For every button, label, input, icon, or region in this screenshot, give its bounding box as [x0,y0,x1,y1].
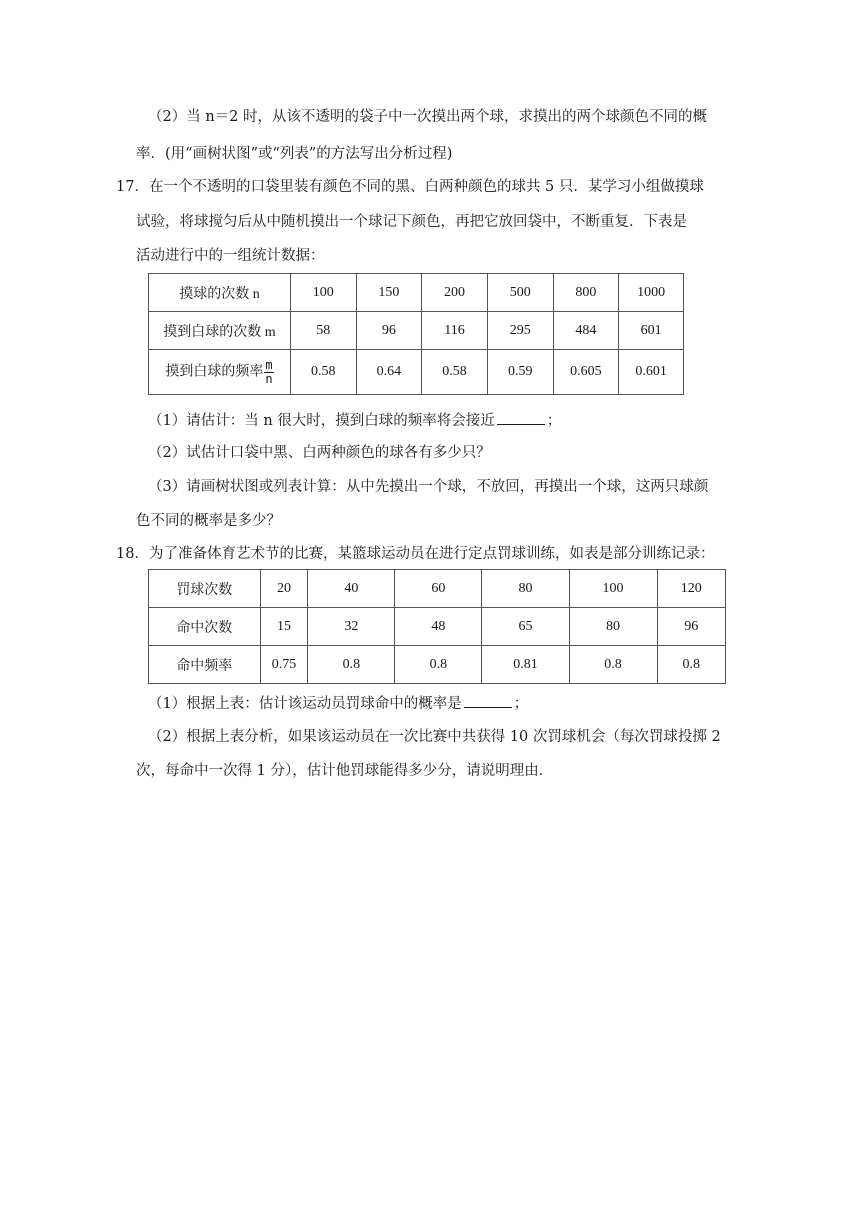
q16-part2-line1: （2）当 n＝2 时，从该不透明的袋子中一次摸出两个球，求摸出的两个球颜色不同的概 [148,109,708,125]
q16-part2-line2: 率．(用“画树状图”或“列表”的方法写出分析过程) [136,146,453,162]
table-cell: 40 [308,570,395,608]
table-cell: 601 [619,312,684,350]
q17-part3-line1: （3）请画树状图或列表计算：从中先摸出一个球，不放回，再摸出一个球，这两只球颜 [148,479,709,495]
table-row [149,608,726,646]
q18-part2-line2: 次，每命中一次得 1 分），估计他罚球能得多少分，请说明理由． [136,763,554,779]
q17-table [148,273,684,395]
fraction-numerator: m [265,357,273,372]
table-cell: 0.8 [569,646,657,684]
table-row [149,274,684,312]
table-cell: 96 [356,312,422,350]
q17-part1-end: ； [546,413,562,429]
table-cell: 120 [657,570,725,608]
q17-part1-text: （1）请估计：当 n 很大时，摸到白球的频率将会接近 [148,413,495,429]
table-cell: 0.64 [356,350,422,395]
table-cell: 15 [260,608,308,646]
table-cell: 100 [290,274,356,312]
table-cell: 500 [487,274,553,312]
table-cell: 0.58 [422,350,488,395]
table-cell: 0.58 [290,350,356,395]
table-cell: 20 [260,570,308,608]
table-cell: 0.601 [619,350,684,395]
table-cell: 116 [422,312,488,350]
q17-stem-line2: 试验，将球搅匀后从中随机摸出一个球记下颜色，再把它放回袋中，不断重复．下表是 [136,214,687,230]
table-cell: 200 [422,274,488,312]
q17-stem-line3: 活动进行中的一组统计数据： [136,248,325,264]
fraction-denominator: n [265,371,273,386]
table-row-label: 摸球的次数 n [149,274,291,312]
table-row-label: 命中次数 [149,608,261,646]
table-cell: 150 [356,274,422,312]
answer-blank[interactable] [464,693,512,708]
fraction-m-over-n [264,359,273,386]
table-row-label [149,350,291,395]
table-cell: 484 [553,312,619,350]
q17-part2: （2）试估计口袋中黑、白两种颜色的球各有多少只？ [148,445,491,461]
q18-part2-line1: （2）根据上表分析，如果该运动员在一次比赛中共获得 10 次罚球机会（每次罚球投掷 2 [148,729,721,745]
table-cell: 1000 [619,274,684,312]
table-cell: 80 [482,570,569,608]
table-cell: 0.81 [482,646,569,684]
table-cell: 0.8 [395,646,482,684]
table-cell: 0.59 [487,350,553,395]
table-cell: 96 [657,608,725,646]
q18-stem-line1: 18．为了准备体育艺术节的比赛，某篮球运动员在进行定点罚球训练，如表是部分训练记录： [116,546,715,562]
table-row [149,570,726,608]
table-cell: 80 [569,608,657,646]
q17-stem-line1: 17．在一个不透明的口袋里装有颜色不同的黑、白两种颜色的球共 5 只．某学习小组做摸球 [116,179,704,195]
q17-part1 [148,410,561,431]
table-cell: 0.8 [657,646,725,684]
q18-part1-text: （1）根据上表：估计该运动员罚球命中的概率是 [148,696,462,712]
table-row [149,312,684,350]
table-cell: 65 [482,608,569,646]
table-cell: 32 [308,608,395,646]
table-row [149,350,684,395]
table-cell: 0.605 [553,350,619,395]
q17-part3-line2: 色不同的概率是多少？ [136,513,281,529]
table-cell: 295 [487,312,553,350]
table-cell: 100 [569,570,657,608]
table-cell: 0.75 [260,646,308,684]
table-row-label: 命中频率 [149,646,261,684]
table-row [149,646,726,684]
table-cell: 60 [395,570,482,608]
table-cell: 800 [553,274,619,312]
q18-table [148,569,726,684]
answer-blank[interactable] [497,410,545,425]
frequency-label: 摸到白球的频率 [165,364,264,380]
table-row-label: 罚球次数 [149,570,261,608]
table-cell: 58 [290,312,356,350]
table-cell: 48 [395,608,482,646]
table-row-label: 摸到白球的次数 m [149,312,291,350]
q18-part1-end: ； [513,696,529,712]
table-cell: 0.8 [308,646,395,684]
q18-part1 [148,693,528,714]
